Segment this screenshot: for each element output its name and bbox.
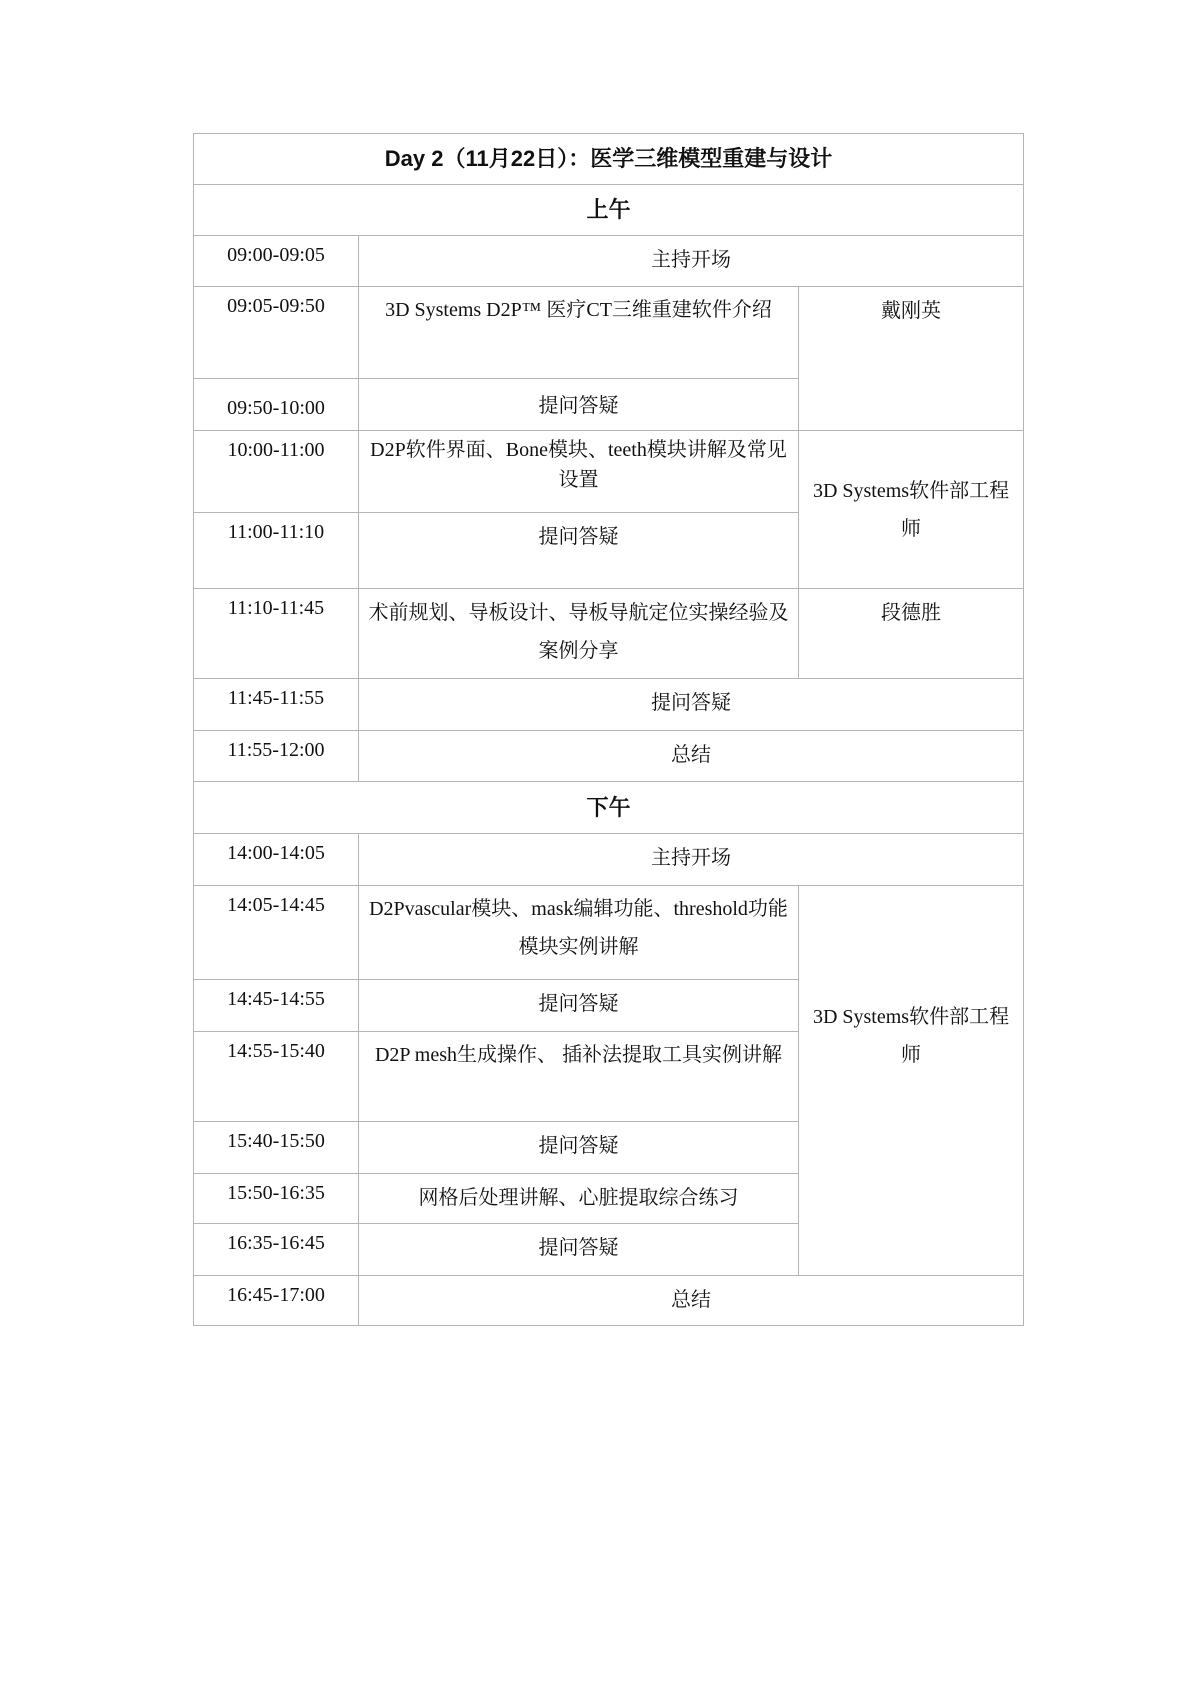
time-cell: 10:00-11:00 bbox=[194, 431, 359, 513]
time-cell: 15:50-16:35 bbox=[194, 1174, 359, 1224]
content-cell: 网格后处理讲解、心脏提取综合练习 bbox=[359, 1174, 799, 1224]
speaker-cell: 3D Systems软件部工程师 bbox=[799, 431, 1024, 589]
content-cell: 3D Systems D2P™ 医疗CT三维重建软件介绍 bbox=[359, 287, 799, 379]
time-cell: 09:05-09:50 bbox=[194, 287, 359, 379]
table-row bbox=[194, 1276, 1024, 1326]
table-row bbox=[194, 731, 1024, 782]
time-cell: 14:05-14:45 bbox=[194, 886, 359, 980]
table-row bbox=[194, 236, 1024, 287]
content-cell: 主持开场 bbox=[359, 236, 1024, 287]
speaker-cell: 段德胜 bbox=[799, 589, 1024, 679]
content-cell: 提问答疑 bbox=[359, 379, 799, 431]
speaker-cell: 3D Systems软件部工程师 bbox=[799, 886, 1024, 1276]
content-cell: 总结 bbox=[359, 731, 1024, 782]
time-cell: 09:00-09:05 bbox=[194, 236, 359, 287]
time-cell: 16:35-16:45 bbox=[194, 1224, 359, 1276]
table-row bbox=[194, 679, 1024, 731]
content-cell: 术前规划、导板设计、导板导航定位实操经验及案例分享 bbox=[359, 589, 799, 679]
time-cell: 11:45-11:55 bbox=[194, 679, 359, 731]
content-cell: 主持开场 bbox=[359, 834, 1024, 886]
content-cell: 提问答疑 bbox=[359, 980, 799, 1032]
time-cell: 14:00-14:05 bbox=[194, 834, 359, 886]
schedule-title: Day 2（11月22日）：医学三维模型重建与设计 bbox=[194, 134, 1024, 185]
table-row bbox=[194, 431, 1024, 513]
morning-section-header: 上午 bbox=[194, 185, 1024, 236]
speaker-cell: 戴刚英 bbox=[799, 287, 1024, 431]
content-cell: 提问答疑 bbox=[359, 1122, 799, 1174]
content-cell: D2Pvascular模块、mask编辑功能、threshold功能模块实例讲解 bbox=[359, 886, 799, 980]
time-cell: 09:50-10:00 bbox=[194, 379, 359, 431]
content-cell: 提问答疑 bbox=[359, 513, 799, 589]
table-row bbox=[194, 834, 1024, 886]
table-row bbox=[194, 287, 1024, 379]
content-cell: D2P软件界面、Bone模块、teeth模块讲解及常见设置 bbox=[359, 431, 799, 513]
time-cell: 16:45-17:00 bbox=[194, 1276, 359, 1326]
content-cell: 总结 bbox=[359, 1276, 1024, 1326]
table-row bbox=[194, 886, 1024, 980]
time-cell: 14:45-14:55 bbox=[194, 980, 359, 1032]
time-cell: 11:55-12:00 bbox=[194, 731, 359, 782]
content-cell: 提问答疑 bbox=[359, 679, 1024, 731]
time-cell: 11:00-11:10 bbox=[194, 513, 359, 589]
content-cell: 提问答疑 bbox=[359, 1224, 799, 1276]
time-cell: 14:55-15:40 bbox=[194, 1032, 359, 1122]
table-row bbox=[194, 589, 1024, 679]
time-cell: 11:10-11:45 bbox=[194, 589, 359, 679]
schedule-table bbox=[193, 133, 1024, 1326]
afternoon-section-header: 下午 bbox=[194, 782, 1024, 834]
content-cell: D2P mesh生成操作、 插补法提取工具实例讲解 bbox=[359, 1032, 799, 1122]
time-cell: 15:40-15:50 bbox=[194, 1122, 359, 1174]
